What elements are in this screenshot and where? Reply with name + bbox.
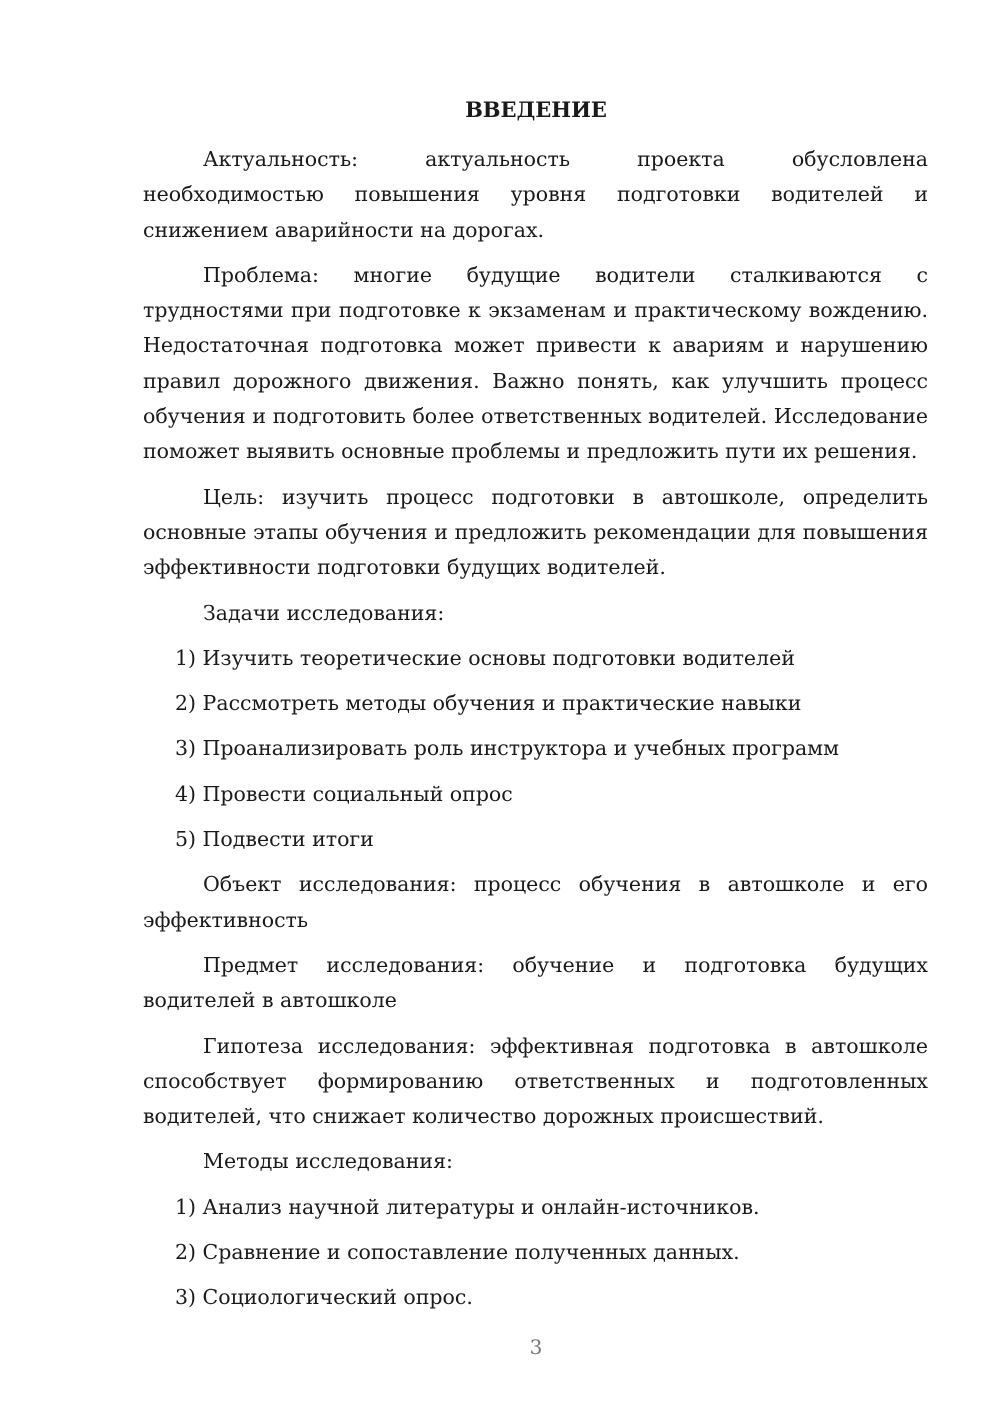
document-body (143, 142, 928, 1326)
page-number: 3 (529, 1335, 543, 1359)
problem-paragraph: Проблема: многие будущие водители сталкиваются с трудностями при подготовке к экзаменам и практическому вождению. Недостаточная подготовка может привести к авариям и нарушению правил дорожного движения. Важно понять, как улучшить процесс обучения и подготовить более ответственных водителей. Исследование поможет выявить основные проблемы и предложить пути их решения. (143, 262, 928, 464)
methods-heading: Методы исследования: (203, 1149, 453, 1174)
goal-paragraph: Цель: изучить процесс подготовки в автошколе, определить основные этапы обучения и предложить рекомендации для повышения эффективности подготовки будущих водителей. (143, 484, 928, 580)
method-item: 2) Сравнение и сопоставление полученных данных. (175, 1240, 740, 1265)
object-paragraph: Объект исследования: процесс обучения в автошколе и его эффективность (143, 872, 928, 932)
method-item: 1) Анализ научной литературы и онлайн-источников. (175, 1194, 760, 1219)
task-item: 2) Рассмотреть методы обучения и практические навыки (175, 691, 802, 716)
page-title: ВВЕДЕНИЕ (465, 97, 607, 122)
task-item: 5) Подвести итоги (175, 827, 374, 852)
relevance-paragraph: Актуальность: актуальность проекта обусловлена необходимостью повышения уровня подготовки водителей и снижением аварийности на дорогах. (143, 147, 928, 242)
hypothesis-paragraph: Гипотеза исследования: эффективная подготовка в автошколе способствует формированию ответственных и подготовленных водителей, что снижает количество дорожных происшествий. (143, 1033, 928, 1129)
task-item: 1) Изучить теоретические основы подготовки водителей (175, 645, 795, 670)
task-item: 4) Провести социальный опрос (175, 781, 513, 806)
tasks-heading: Задачи исследования: (203, 600, 445, 625)
subject-paragraph: Предмет исследования: обучение и подготовка будущих водителей в автошколе (143, 952, 928, 1013)
method-item: 3) Социологический опрос. (175, 1285, 473, 1310)
task-item: 3) Проанализировать роль инструктора и учебных программ (175, 736, 840, 761)
